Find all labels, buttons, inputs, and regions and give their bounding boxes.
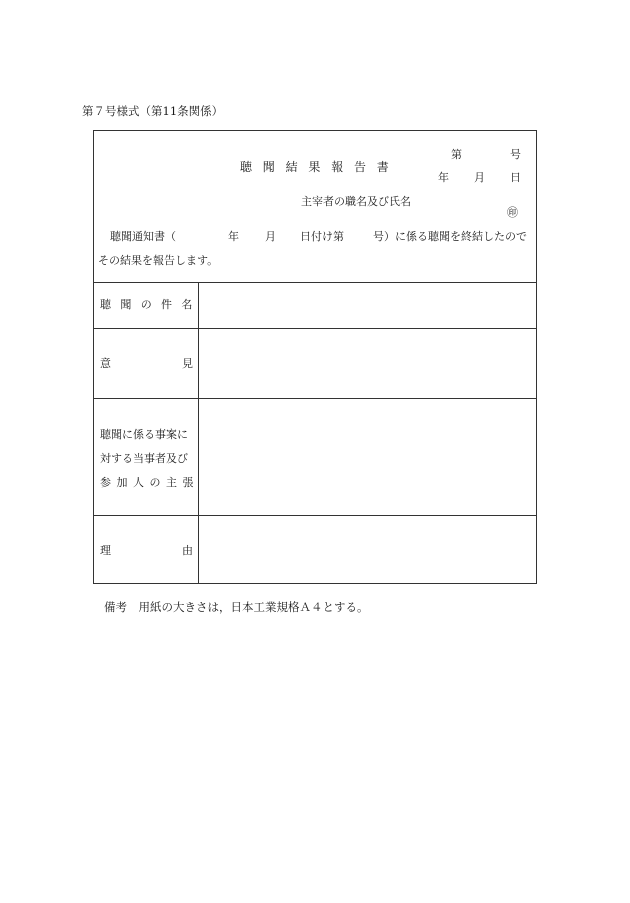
seal-mark: ㊞ (507, 206, 518, 219)
number-prefix: 第 (451, 148, 462, 161)
claims-field[interactable] (202, 402, 532, 511)
form-number-label: 第７号様式（第11条関係） (82, 104, 224, 118)
intro-line2: その結果を報告します。 (98, 254, 219, 267)
row-label-claims-line2: 対する当事者及び (100, 452, 188, 465)
row-label-claims-line1: 聴聞に係る事案に (100, 428, 188, 441)
row-divider (94, 398, 536, 399)
report-form (93, 130, 537, 584)
row-divider (94, 328, 536, 329)
date-day-label: 日 (510, 171, 521, 184)
intro-month: 月 (265, 230, 276, 243)
date-month-label: 月 (474, 171, 485, 184)
intro-tail: 号）に係る聴聞を終結したので (373, 230, 527, 243)
row-label-opinion-right: 見 (182, 357, 193, 370)
date-year-label: 年 (438, 171, 449, 184)
row-label-case-name: 聴聞の件名 (100, 298, 202, 311)
intro-year: 年 (228, 230, 239, 243)
column-divider (198, 283, 199, 583)
opinion-field[interactable] (202, 332, 532, 394)
case-name-field[interactable] (202, 286, 532, 324)
row-label-reason-left: 理 (100, 544, 111, 557)
intro-lead: 聴聞通知書（ (110, 230, 176, 243)
reason-field[interactable] (202, 519, 532, 579)
row-divider (94, 515, 536, 516)
row-label-opinion-left: 意 (100, 357, 111, 370)
organizer-label: 主宰者の職名及び氏名 (301, 195, 411, 208)
form-title: 聴聞結果報告書 (240, 160, 400, 174)
footnote: 備考 用紙の大きさは，日本工業規格Ａ４とする。 (104, 600, 369, 614)
table-top-border (94, 282, 536, 283)
row-label-claims-line3: 参加人の主張 (100, 476, 199, 489)
number-suffix: 号 (510, 148, 521, 161)
row-label-reason-right: 由 (182, 544, 193, 557)
intro-dated: 日付け第 (300, 230, 344, 243)
